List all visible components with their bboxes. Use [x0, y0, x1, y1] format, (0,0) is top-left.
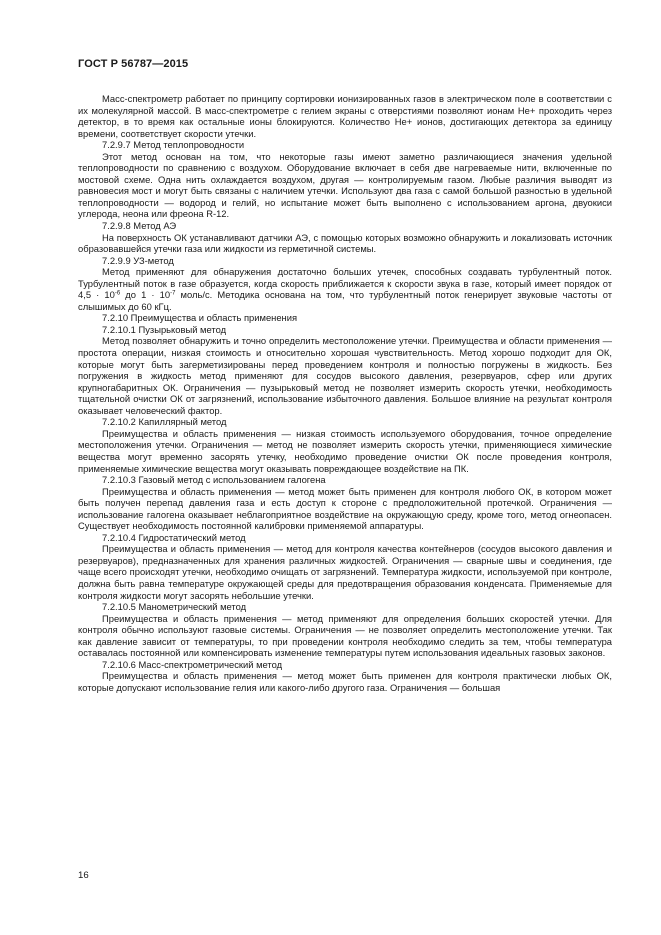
section-heading: 7.2.10.6 Масс-спектрометрический метод: [102, 658, 283, 670]
paragraph: Этот метод основан на том, что некоторые газы имеют заметно различающиеся значения удельной теплопроводности по сравнению с воздухом. Оборудование включает в себя две нагреваемые нити, включенные по мостовой схеме. Одна нить охлаждается воздухом, другая — контролируемым газом. Любые различия выводят из равновесия мост и могут быть связаны с наличием утечки. Используют два газа с самой большой разностью в удельной теплопроводности — водород и гелий, но испытание может быть выполнено с использованием аргона, двуокиси углерода, неона или фреона R-12.: [78, 150, 612, 220]
section-heading: 7.2.9.8 Метод АЭ: [102, 220, 177, 232]
paragraph-uz-method: [78, 266, 612, 312]
paragraph: Метод позволяет обнаружить и точно определить местоположение утечки. Преимущества и области применения — простота операции, низкая стоимость и относительно хорошая чувствительность. Метод хорошо подходит для ОК, которые могут быть загерметизированы перед проведением контроля и полностью погружены в жидкость. Без погружения в жидкость метод применяют для сосудов высокого давления, резервуаров, сфер или других крупногабаритных ОК. Ограничения — пузырьковый метод не позволяет измерить скорость утечки, необходимость тщательной очистки ОК от загрязнений, использование избыточного давления. Большое влияние на результат контроля оказывает человеческий фактор.: [78, 335, 612, 416]
uz-text-part1: Метод применяют для обнаружения достаточно больших утечек, способных создавать турбулентный поток. Турбулентный поток в газе образуется, когда скорость приближается к скорости звука в газе, который имеет порядок от 4,5 · 10: [78, 266, 612, 301]
document-body: [78, 93, 612, 693]
section-heading: 7.2.10.4 Гидростатический метод: [102, 531, 246, 543]
section-heading: 7.2.9.7 Метод теплопроводности: [102, 139, 245, 151]
section-heading: 7.2.10.3 Газовый метод с использованием галогена: [102, 474, 326, 486]
section-heading: 7.2.9.9 УЗ-метод: [102, 254, 174, 266]
section-heading: 7.2.10.5 Манометрический метод: [102, 601, 247, 613]
paragraph: Масс-спектрометр работает по принципу сортировки ионизированных газов в электрическом поле в соответствии с их молекулярной массой. В масс-спектрометре с гелием экраны с отверстиями позволяют ионам Не+ проходить через детектор, в то время как остальные ионы блокируются. Количество Не+ ионов, достигающих детектора за единицу времени, соответствует скорости утечки.: [78, 93, 612, 139]
uz-exponent-1: -6: [114, 290, 121, 297]
paragraph: Преимущества и область применения — метод может быть применен для контроля практически любых ОК, которые допускают использование гелия или какого-либо другого газа. Ограничения — большая: [78, 670, 612, 693]
paragraph: Преимущества и область применения — метод применяют для определения больших скоростей утечки. Для контроля обычно используют газовые системы. Ограничения — не позволяет определить местоположение утечки. Так как давление зависит от температуры, то при проведении контроля необходимо следить за тем, чтобы температура оставалась постоянной или компенсировать изменение температуры путем использования идеальных газовых законов.: [78, 612, 612, 659]
paragraph: Преимущества и область применения — низкая стоимость используемого оборудования, точное определение местоположения утечки. Ограничения — метод не позволяет измерить скорость утечки, применяющиеся химические вещества могут временно засорять утечку, необходимо проведение очистки ОК после проведения контроля, применяемые химические вещества могут оказывать повреждающее воздействие на ПК.: [78, 427, 612, 474]
uz-exponent-2: -7: [170, 290, 176, 297]
page-number: 16: [78, 870, 89, 881]
section-heading: 7.2.10.2 Капиллярный метод: [102, 416, 227, 428]
uz-text-part2: до 1 · 10: [120, 289, 171, 301]
document-header: ГОСТ Р 56787—2015: [78, 58, 189, 70]
uz-text-part3: моль/с. Методика основана на том, что турбулентный поток генерирует звуковые частоты от слышимых до 60 кГц.: [78, 289, 612, 312]
paragraph: Преимущества и область применения — метод может быть применен для контроля любого ОК, в котором может быть получен перепад давления газа и есть доступ к стороне с предположительной протечкой. Ограничения — использование галогена оказывает неблагоприятное воздействие на окружающую среду, кроме того, метод огнеопасен. Существует необходимость постоянной калибровки применяемой аппаратуры.: [78, 485, 612, 532]
paragraph: Преимущества и область применения — метод для контроля качества контейнеров (сосудов высокого давления и резервуаров), предназначенных для хранения различных жидкостей. Ограничения — сварные швы и соединения, где чаще всего происходят утечки, необходимо очищать от загрязнений. Температура жидкости, используемой при контроле, должна быть равна температуре окружающей среды для предотвращения образования конденсата. Применяемые для контроля жидкости могут засорять небольшие утечки.: [78, 543, 612, 601]
section-heading: 7.2.10 Преимущества и область применения: [102, 312, 298, 324]
section-heading: 7.2.10.1 Пузырьковый метод: [102, 323, 227, 335]
paragraph: На поверхность ОК устанавливают датчики АЭ, с помощью которых возможно обнаружить и локализовать источник образовавшейся утечки газа или жидкости из герметичной системы.: [78, 231, 612, 255]
